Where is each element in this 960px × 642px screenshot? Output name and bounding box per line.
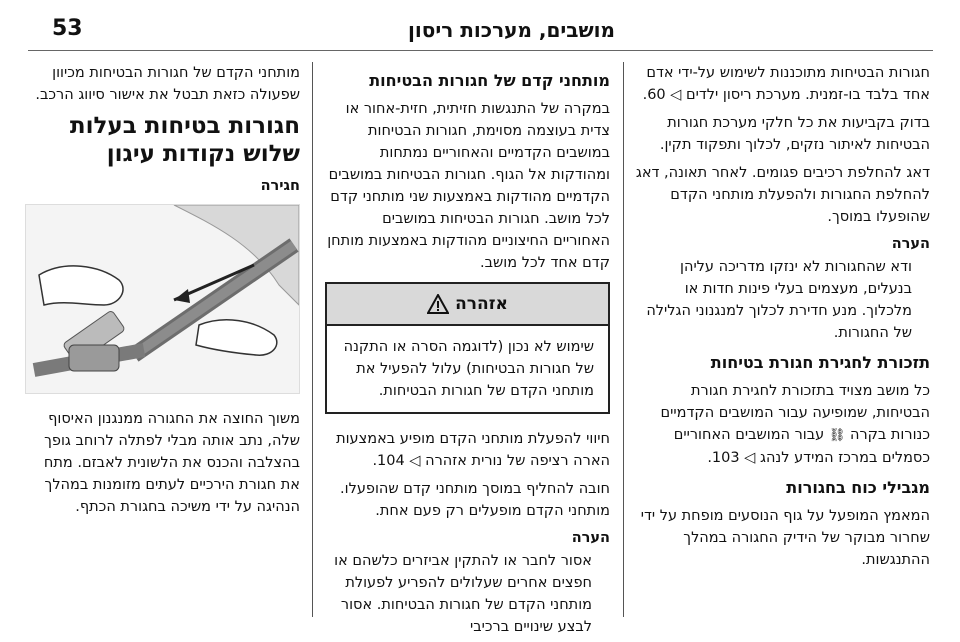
- note-text: ודא שהחגורות לא ינזקו מדריכה עליהן בנעלים, מעצמים בעלי פינות חדות או מלכלוך. מנע חדירת לכלוך למנגנוני הגלילה של החגורות.: [646, 259, 912, 341]
- reminder-paragraph: [635, 380, 930, 469]
- reminder-text: כל מושב מצויד בתזכורת לחגירת חגורת הבטיחות, שמופיעה עבור המושבים הקדמיים כנורות בקרה: [660, 383, 930, 443]
- note-heading: הערה: [571, 530, 610, 546]
- left-column: [25, 62, 300, 524]
- warning-icon: [427, 294, 449, 314]
- limiter-paragraph: המאמץ המופעל על גוף הנוסעים מופחת על ידי שחרור מבוקר של הידיק החגורה במהלך ההתנגשות.: [640, 508, 930, 568]
- continuation-paragraph: מותחני הקדם של חגורות הבטיחות מכיוון שפעולה כזאת תבטל את אישור סיווג הרכב.: [35, 65, 300, 103]
- seat-belt-reminder-icon: ⛓: [828, 428, 846, 443]
- column-divider: [312, 62, 313, 617]
- section-heading-limiters: מגבילי כוח בחגורות: [786, 478, 930, 497]
- replacement-paragraph: דאג להחלפת רכיבים פגומים. לאחר תאונה, דאג להחלפת החגורות ולהפעלת מותחני הקדם שהופעלו במוסך.: [635, 165, 930, 225]
- warning-text: שימוש לא נכון (לדוגמה הסרה או התקנה של חגורות הבטיחות) עלול להפעיל את מותחני הקדם של חגורות הבטיחות.: [343, 339, 594, 399]
- pretensioner-paragraph: במקרה של התנגשות חזיתית, חזית-אחור או צדית בעוצמה מסוימת, חגורות הבטיחות במושבים הקדמיים והאחוריים נמתחות ומהודקות אל הגוף. חגורות הבטיחות במושבים הקדמיים מהודקות באמצעות שני מותחני קדם לכל מושב. חגורות הבטיחות במושבים האחוריים החיצוניים מהודקות באמצעות מותחן קדם אחד לכל מושב.: [327, 101, 610, 271]
- note-heading: הערה: [891, 236, 930, 252]
- section-heading-three-point-belts: חגורות בטיחות בעלות שלוש נקודות עיגון: [69, 113, 300, 167]
- intro-paragraph: חגורות הבטיחות מתוכננות לשימוש על-ידי אדם אחד בלבד בו-זמנית. מערכת ריסון ילדים ◁ 60.: [642, 65, 930, 103]
- seat-belt-drawing: [25, 205, 299, 394]
- warning-header: [327, 284, 608, 326]
- column-divider: [623, 62, 624, 617]
- indicator-paragraph: חיווי להפעלת מותחני הקדם מופיע באמצעות הארה רציפה של נורית אזהרה ◁ 104.: [336, 431, 610, 469]
- page-number: 53: [52, 16, 83, 41]
- page-title: מושבים, מערכות ריסון: [408, 18, 615, 42]
- subheading-fastening: חגירה: [260, 178, 300, 194]
- replace-pretensioner-paragraph: חובה להחליף במוסך מותחני קדם שהופעלו. מותחני הקדם מופעלים רק פעם אחת.: [340, 481, 610, 519]
- inspection-paragraph: בדוק בקביעות את כל חלקי מערכת חגורות הבטיחות לאיתור נזקים, לכלוך ותפקוד תקין.: [659, 115, 930, 153]
- middle-column: [325, 62, 610, 642]
- warning-title: אזהרה: [455, 294, 508, 314]
- reminder-text-2: עבור המושבים האחוריים כסמלים במרכז המידע לנהג ◁ 103.: [673, 427, 930, 466]
- page-header: [0, 0, 960, 52]
- right-column: [635, 62, 930, 577]
- note-text: אסור לחבר או להתקין אביזרים כלשהם או חפצים אחרים שעלולים להפריע לפעולת מותחני הקדם של חגורות הבטיחות. אסור לבצע שינויים ברכיבי: [334, 553, 592, 635]
- section-heading-pretensioners: מותחני קדם של חגורות הבטיחות: [369, 71, 610, 90]
- seat-belt-illustration: [25, 204, 300, 394]
- section-heading-reminder: תזכורת לחגירת חגורת בטיחות: [710, 353, 930, 372]
- warning-box: [325, 282, 610, 414]
- header-divider: [28, 50, 933, 51]
- fastening-instructions: משוך החוצה את החגורה ממנגנון האיסוף שלה, נתב אותה מבלי לפתלה לרוחב גופך בהצלבה והכנס את הלשונית לאבזם. מתח את חגורת הירכיים לעתים מזומנות במהלך הנהיגה על ידי משיכה בחגורת הכתף.: [43, 411, 300, 515]
